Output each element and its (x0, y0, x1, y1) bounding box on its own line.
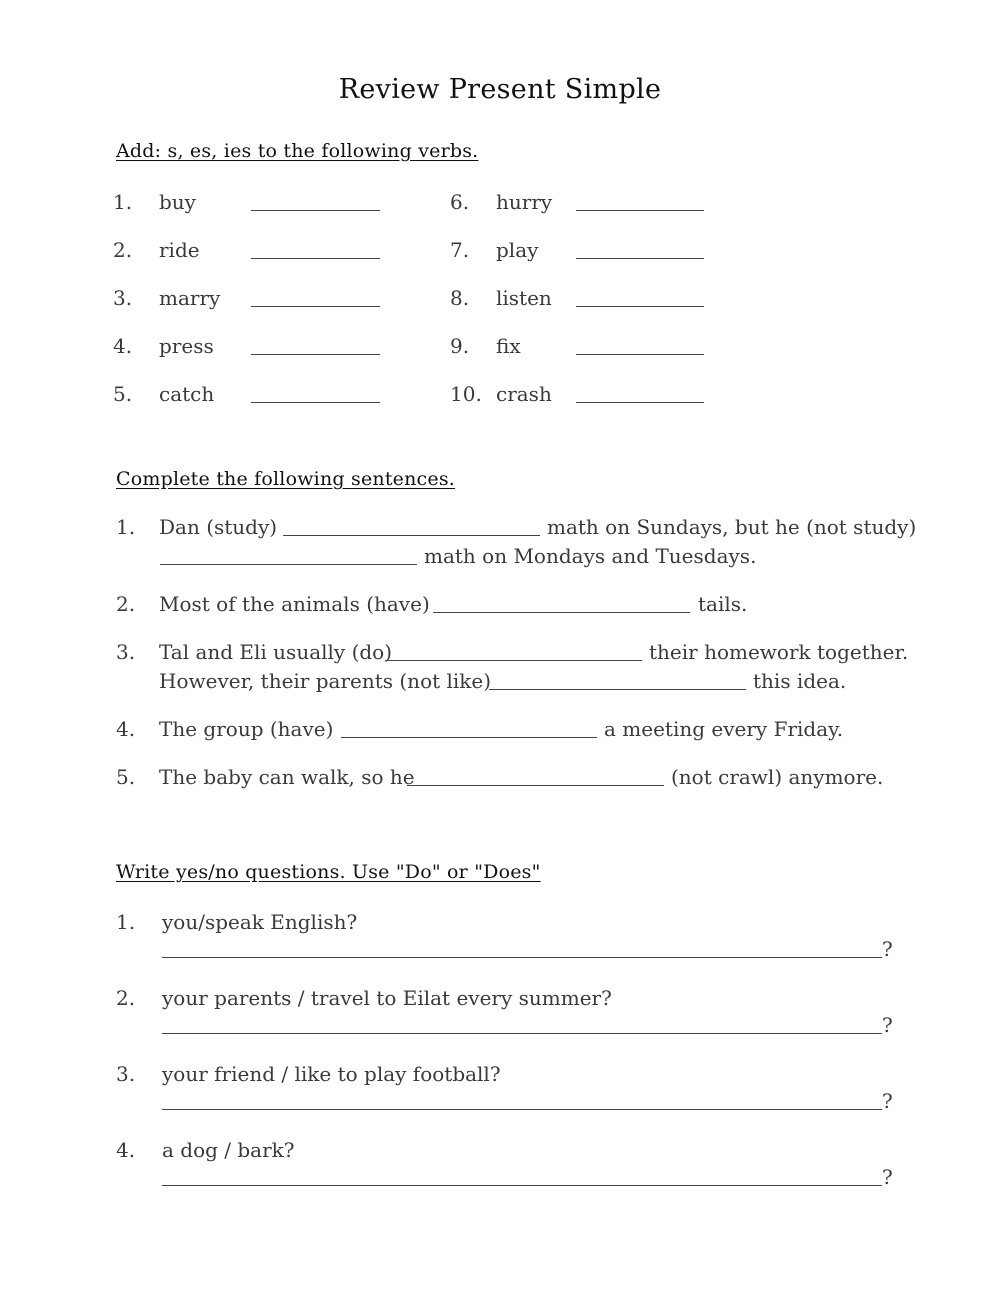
verb-word: catch (159, 382, 215, 406)
item-number: 2. (116, 986, 136, 1010)
answer-blank[interactable] (576, 354, 704, 355)
page-title: Review Present Simple (338, 74, 662, 105)
verb-word: fix (496, 334, 521, 358)
item-number: 1. (116, 515, 136, 539)
verb-word: ride (159, 238, 200, 262)
item-number: 3. (116, 640, 136, 664)
answer-blank[interactable] (341, 737, 597, 738)
section2-heading: Complete the following sentences. (116, 468, 456, 490)
question-prompt: your parents / travel to Eilat every summer? (162, 986, 612, 1010)
verb-word: crash (496, 382, 552, 406)
sentence-text: their homework together. (649, 640, 909, 664)
sentence-text: The group (have) (159, 717, 334, 741)
answer-blank[interactable] (160, 564, 417, 565)
answer-blank[interactable] (251, 306, 380, 307)
sentence-text: (not crawl) anymore. (671, 765, 884, 789)
question-prompt: a dog / bark? (162, 1138, 295, 1162)
sentence-text: tails. (698, 592, 748, 616)
sentence-text: Most of the animals (have) (159, 592, 430, 616)
item-number: 6. (450, 190, 470, 214)
sentence-text: However, their parents (not like) (159, 669, 492, 693)
item-number: 7. (450, 238, 470, 262)
verb-word: marry (159, 286, 221, 310)
item-number: 8. (450, 286, 470, 310)
item-number: 1. (116, 910, 136, 934)
answer-blank[interactable] (251, 258, 380, 259)
answer-blank[interactable] (407, 785, 664, 786)
item-number: 5. (113, 382, 133, 406)
question-prompt: you/speak English? (162, 910, 358, 934)
item-number: 4. (116, 717, 136, 741)
sentence-text: math on Sundays, but he (not study) (547, 515, 917, 539)
answer-blank[interactable] (251, 402, 380, 403)
item-number: 3. (116, 1062, 136, 1086)
sentence-text: The baby can walk, so he (159, 765, 415, 789)
section1-heading: Add: s, es, ies to the following verbs. (116, 140, 479, 162)
answer-blank[interactable] (433, 612, 690, 613)
item-number: 2. (116, 592, 136, 616)
sentence-text: math on Mondays and Tuesdays. (424, 544, 757, 568)
sentence-text: Tal and Eli usually (do) (159, 640, 393, 664)
item-number: 1. (113, 190, 133, 214)
answer-blank[interactable] (251, 210, 380, 211)
answer-blank[interactable] (385, 660, 642, 661)
answer-blank[interactable] (576, 402, 704, 403)
answer-blank[interactable] (283, 535, 540, 536)
answer-blank[interactable] (576, 306, 704, 307)
item-number: 9. (450, 334, 470, 358)
item-number: 10. (450, 382, 482, 406)
answer-line[interactable] (162, 1033, 882, 1034)
item-number: 5. (116, 765, 136, 789)
question-mark: ? (882, 1089, 893, 1113)
verb-word: play (496, 238, 539, 262)
answer-blank[interactable] (576, 258, 704, 259)
item-number: 3. (113, 286, 133, 310)
verb-word: listen (496, 286, 552, 310)
question-prompt: your friend / like to play football? (162, 1062, 501, 1086)
answer-blank[interactable] (251, 354, 380, 355)
answer-line[interactable] (162, 957, 882, 958)
answer-line[interactable] (162, 1109, 882, 1110)
verb-word: hurry (496, 190, 553, 214)
answer-blank[interactable] (576, 210, 704, 211)
question-mark: ? (882, 1165, 893, 1189)
question-mark: ? (882, 1013, 893, 1037)
answer-line[interactable] (162, 1185, 882, 1186)
item-number: 4. (116, 1138, 136, 1162)
verb-word: press (159, 334, 214, 358)
item-number: 4. (113, 334, 133, 358)
section3-heading: Write yes/no questions. Use "Do" or "Does" (116, 861, 541, 883)
item-number: 2. (113, 238, 133, 262)
question-mark: ? (882, 937, 893, 961)
answer-blank[interactable] (489, 689, 746, 690)
sentence-text: this idea. (753, 669, 847, 693)
verb-word: buy (159, 190, 196, 214)
sentence-text: a meeting every Friday. (604, 717, 844, 741)
sentence-text: Dan (study) (159, 515, 278, 539)
